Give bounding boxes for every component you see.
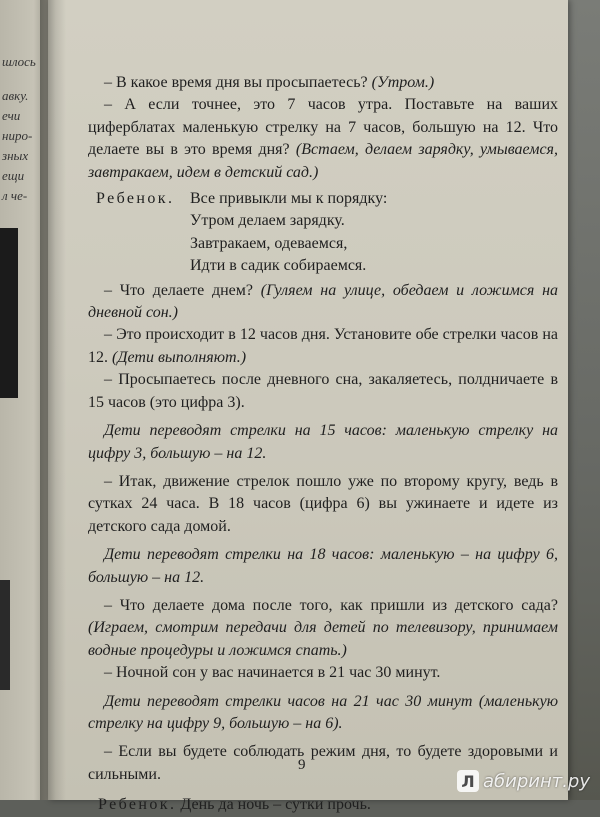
left-fragment: зных <box>2 148 29 163</box>
left-fragment: шлось <box>2 54 36 69</box>
dialog-text: – Что делаете днем? <box>104 281 261 299</box>
answer-text: (Утром.) <box>371 74 435 91</box>
speaker-label: Ребенок. <box>96 190 175 208</box>
poem-line: Утром делаем зарядку. <box>190 212 345 230</box>
dialog-text: – В какое время дня вы просыпаетесь? <box>104 74 372 91</box>
poem-line: Идти в садик собираемся. <box>190 257 367 275</box>
dialog-line: – Просыпаетесь после дневного сна, закаляетесь, полдничаете в 15 часов (это цифра 3). <box>88 371 558 411</box>
answer-text: (Играем, смотрим передачи для детей по телевизору, принимаем водные процедуры и ложимся спать.) <box>88 619 558 659</box>
dialog-line <box>88 595 558 662</box>
final-line <box>88 794 558 816</box>
dialog-text: – А если точнее, это 7 часов утра. Поставьте на ваших циферблатах маленькую стрелку на 7 часов, большую на 12. Что делаете вы в это время дня? <box>88 96 558 159</box>
poem-lines <box>190 188 558 278</box>
final-text: День да ночь – сутки прочь. <box>176 796 371 814</box>
dialog-text: – Что делаете дома после того, как пришли из детского сада? <box>104 596 558 614</box>
left-page-image-fragment <box>0 228 18 398</box>
watermark-logo-icon: Л <box>457 770 479 792</box>
left-page-image-fragment <box>0 580 10 690</box>
watermark-text: абиринт.ру <box>482 770 590 792</box>
poem-line: Все привыкли мы к порядку: <box>190 190 388 208</box>
dialog-line: – Итак, движение стрелок пошло уже по второму кругу, ведь в сутках 24 часа. В 18 часов (цифра 6) вы ужинаете и идете из детского сада домой. <box>88 472 558 535</box>
book-page <box>48 0 568 814</box>
dialog-line <box>88 324 558 369</box>
instruction-line: Дети переводят стрелки на 18 часов: маленькую – на цифру 6, большую – на 12. <box>88 546 558 586</box>
book-gutter-shadow <box>40 0 66 800</box>
page-body <box>88 72 558 817</box>
left-fragment: ещи <box>2 168 25 183</box>
left-fragment: ниро- <box>2 128 33 143</box>
answer-text: (Дети выполняют.) <box>112 348 247 366</box>
left-fragment: л че- <box>2 188 28 203</box>
poem-line: Завтракаем, одеваемся, <box>190 234 348 252</box>
dialog-line <box>88 94 558 184</box>
left-fragment: авку. <box>2 88 29 103</box>
dialog-line: – Если вы будете соблюдать режим дня, то будете здоровыми и сильными. <box>88 743 558 783</box>
instruction-line: Дети переводят стрелки часов на 21 час 30 минут (маленькую стрелку на цифру 9, большую – на 6). <box>88 692 558 732</box>
dialog-line <box>88 280 558 325</box>
instruction-line: Дети переводят стрелки на 15 часов: маленькую стрелку на цифру 3, большую – на 12. <box>88 422 558 462</box>
left-fragment: ечи <box>2 108 21 123</box>
site-watermark <box>457 770 590 792</box>
dialog-line <box>88 72 558 94</box>
answer-text: (Гуляем на улице, обедаем и ложимся на дневной сон.) <box>88 281 559 322</box>
speaker-label: Ребенок. <box>98 796 177 814</box>
dialog-line: – Ночной сон у вас начинается в 21 час 30 минут. <box>104 664 441 682</box>
poem-block <box>88 188 558 278</box>
answer-text: (Встаем, делаем зарядку, умываемся, завтракаем, идем в детский сад.) <box>88 141 558 181</box>
dialog-text: – Это происходит в 12 часов дня. Установите обе стрелки часов на 12. <box>88 326 558 366</box>
page-number: 9 <box>298 757 306 773</box>
